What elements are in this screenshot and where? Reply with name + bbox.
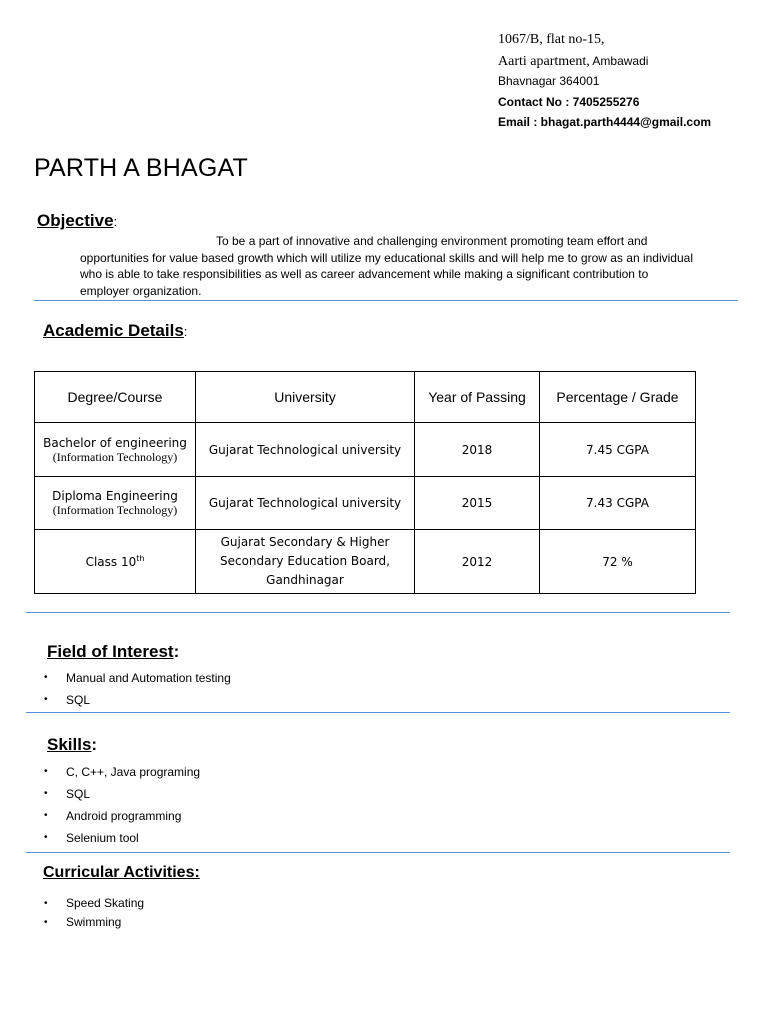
table-row — [35, 530, 696, 594]
table-cell: 7.43 CGPA — [540, 477, 696, 530]
table-header-row — [35, 372, 696, 423]
address-line-2 — [498, 53, 648, 70]
column-header: University — [196, 372, 415, 423]
table-cell: Class 10th — [35, 530, 196, 594]
column-header: Degree/Course — [35, 372, 196, 423]
email: Email : bhagat.parth4444@gmail.com — [498, 115, 712, 129]
skills-heading: Skills: — [47, 735, 98, 754]
table-cell: 7.45 CGPA — [540, 423, 696, 477]
table-cell: 2012 — [415, 530, 540, 594]
interest-heading: Field of Interest: — [47, 642, 180, 661]
table-cell: 2018 — [415, 423, 540, 477]
table-cell: Gujarat Technological university — [196, 477, 415, 530]
objective-text: To be a part of innovative and challenging environment promoting team effort and opportunities for value based growth which will utilize my educational skills and will help me to grow as an individual who is able to take responsibilities as well as career advancement while making a significant contribution to employer organization. — [80, 234, 693, 298]
address-city: Bhavnagar 364001 — [498, 74, 600, 88]
divider — [26, 612, 730, 613]
contact-number: Contact No : 7405255276 — [498, 95, 640, 109]
table-cell: Diploma Engineering (Information Technology) — [35, 477, 196, 530]
divider — [34, 300, 738, 301]
table-cell: 72 % — [540, 530, 696, 594]
column-header: Percentage / Grade — [540, 372, 696, 423]
table-cell: 2015 — [415, 477, 540, 530]
divider — [26, 852, 730, 853]
curricular-heading: Curricular Activities: — [43, 864, 200, 881]
table-row — [35, 477, 696, 530]
table-cell: Gujarat Secondary & Higher Secondary Education Board, Gandhinagar — [196, 530, 415, 594]
table-cell: Bachelor of engineering (Information Technology) — [35, 423, 196, 477]
address-line-1: 1067/B, flat no-15, — [498, 32, 605, 47]
divider — [26, 712, 730, 713]
address-line-2-street: Aarti apartment, — [498, 54, 590, 69]
table-cell: Gujarat Technological university — [196, 423, 415, 477]
table-row — [35, 423, 696, 477]
academic-heading: Academic Details: — [43, 321, 188, 340]
academic-table — [34, 371, 696, 594]
column-header: Year of Passing — [415, 372, 540, 423]
address-line-2-area: Ambawadi — [589, 54, 649, 68]
page-title: PARTH A BHAGAT — [34, 154, 248, 182]
objective-heading: Objective: — [37, 211, 118, 230]
